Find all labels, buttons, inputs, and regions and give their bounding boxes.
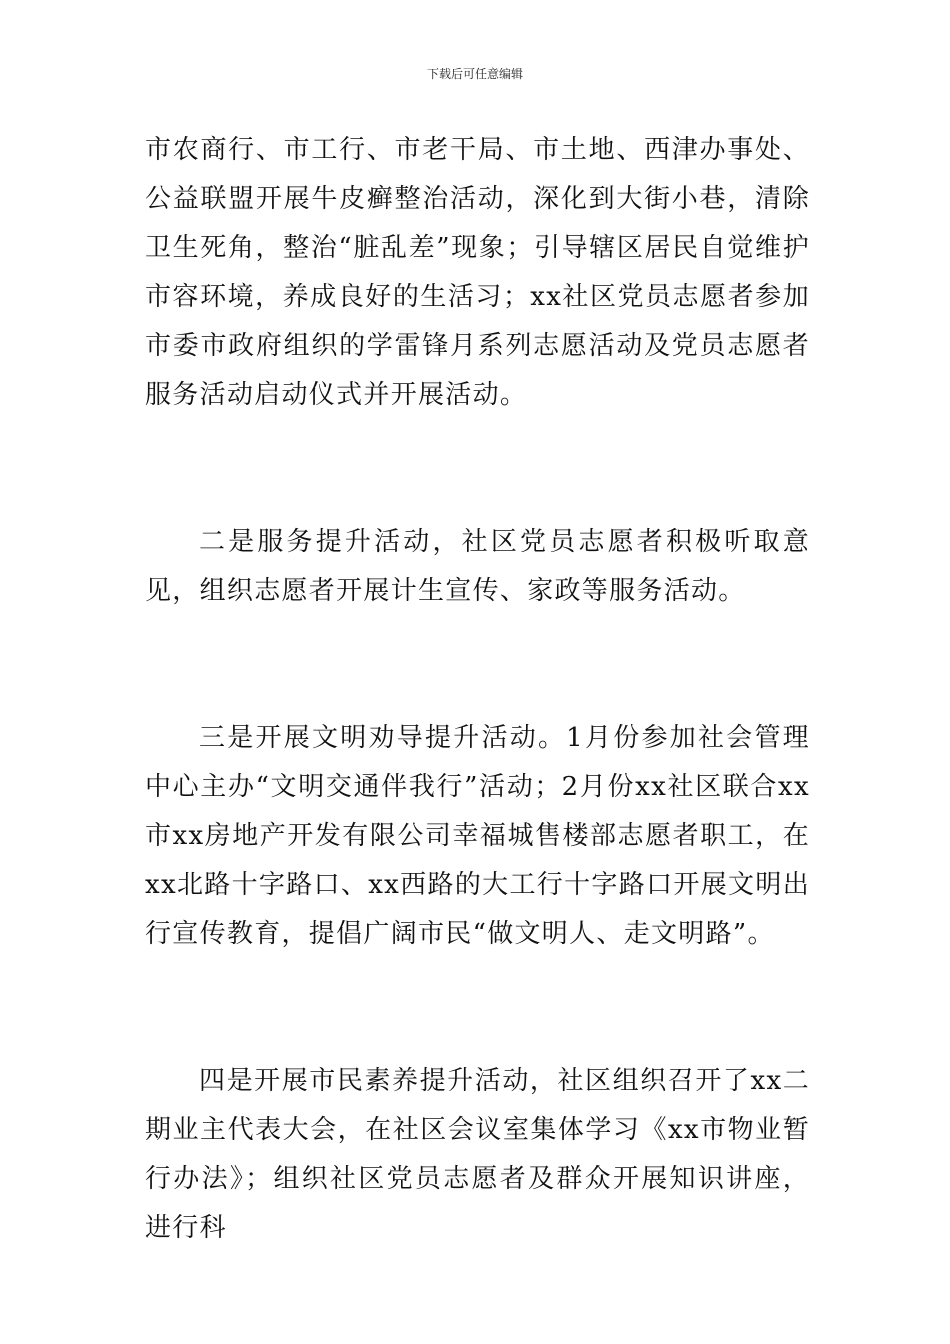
paragraph-continuation: 市农商行、市工行、市老干局、市土地、西津办事处、公益联盟开展牛皮癣整治活动，深化到大街小巷，清除卫生死角，整治“脏乱差”现象；引导辖区居民自觉维护市容环境，养成良好的生活习；xx社区党员志愿者参加市委市政府组织的学雷锋月系列志愿活动及党员志愿者服务活动启动仪式并开展活动。 (145, 135, 810, 410)
paragraph-service-improvement: 二是服务提升活动，社区党员志愿者积极听取意见，组织志愿者开展计生宣传、家政等服务活动。 (145, 527, 810, 606)
page-header: 下载后可任意编辑 (426, 67, 523, 81)
paragraph-civility-persuasion: 三是开展文明劝导提升活动。1月份参加社会管理中心主办“文明交通伴我行”活动；2月份xx社区联合xx市xx房地产开发有限公司幸福城售楼部志愿者职工，在xx北路十字路口、xx西路的大工行十字路口开展文明出行宣传教育，提倡广阔市民“做文明人、走文明路”。 (145, 723, 810, 949)
document-body (145, 126, 810, 1253)
paragraph-citizen-quality: 四是开展市民素养提升活动，社区组织召开了xx二期业主代表大会，在社区会议室集体学习《xx市物业暂行办法》；组织社区党员志愿者及群众开展知识讲座，进行科 (145, 1066, 810, 1243)
